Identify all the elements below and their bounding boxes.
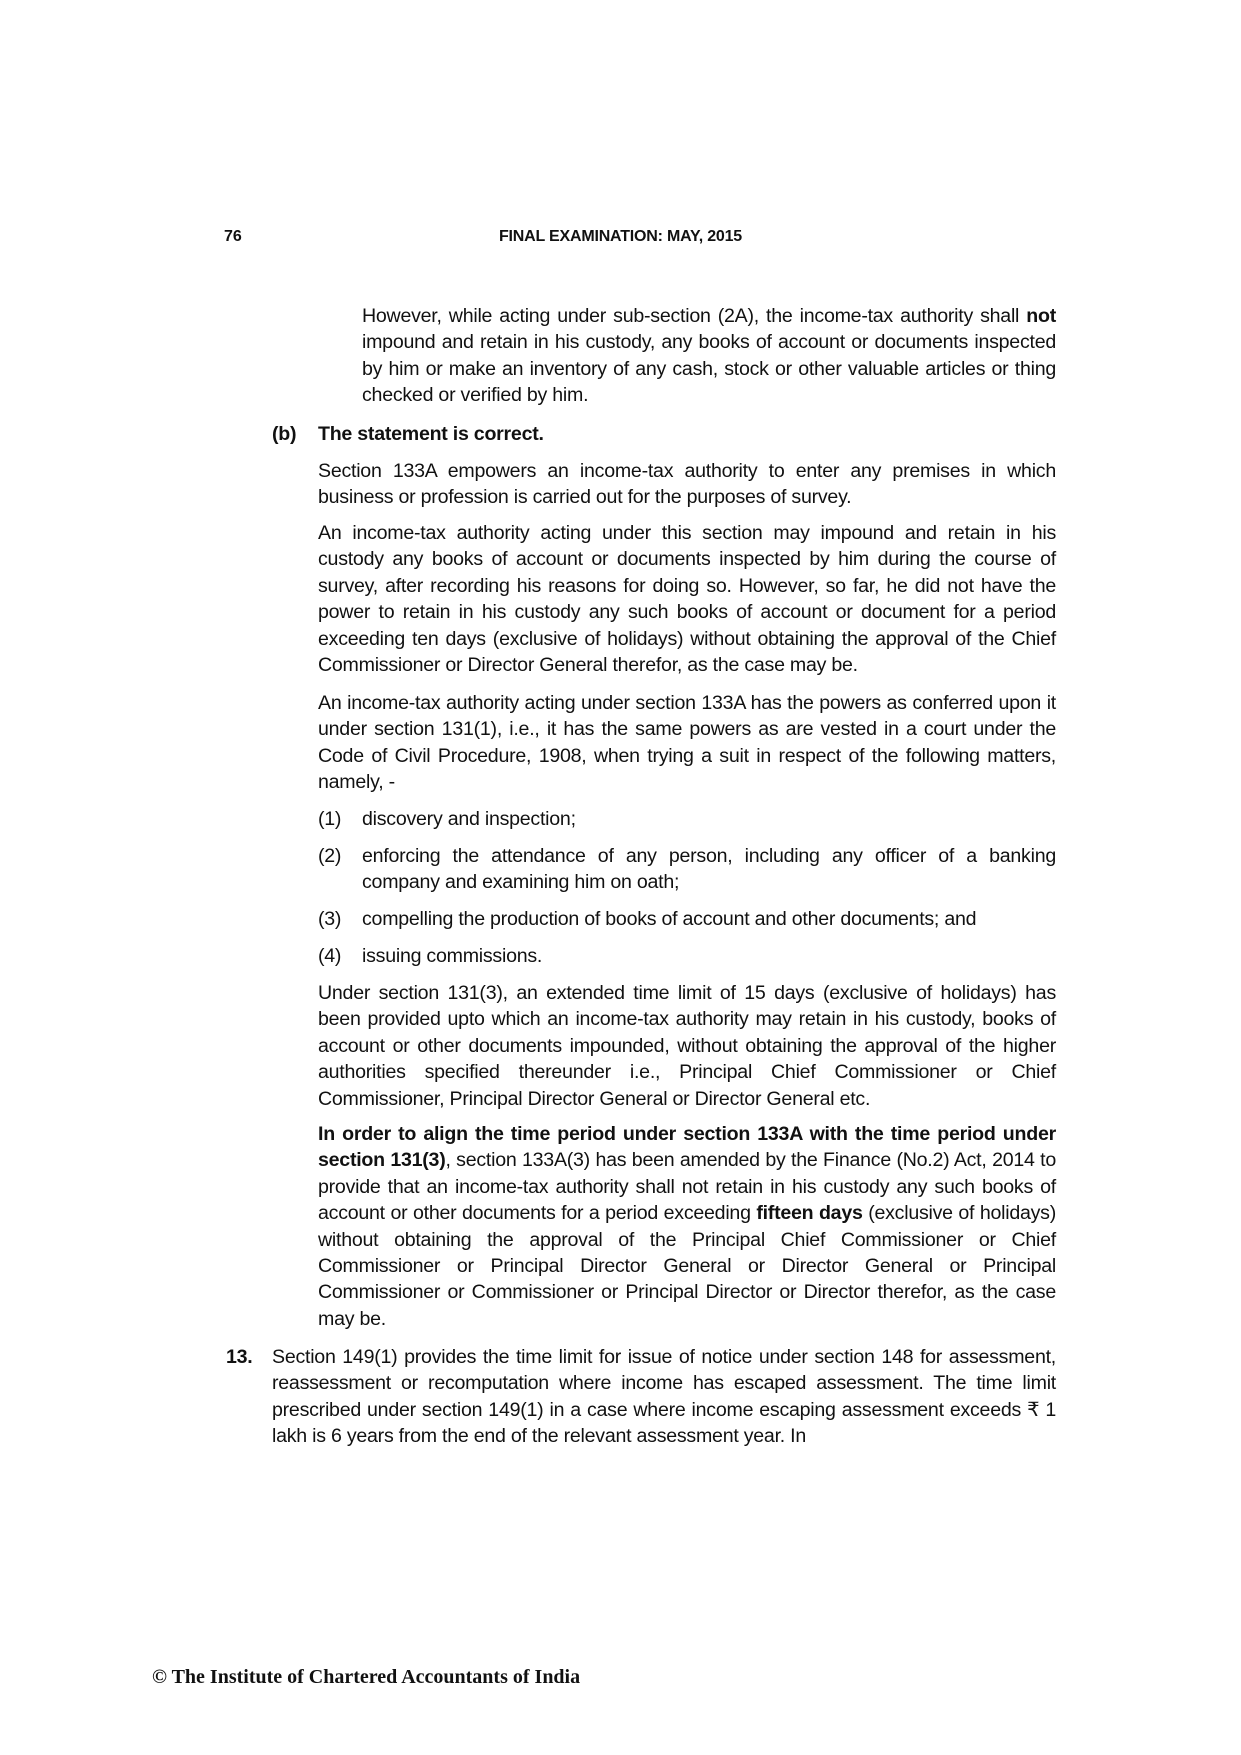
page-header-title: FINAL EXAMINATION: MAY, 2015 [498, 228, 743, 245]
question-13-marker: 13. [226, 1346, 253, 1368]
p5-text-1: , section 133A(3) has been amended by the Finance (No.2) Act, 2014 to provide that an income-tax authority shall not retain in his custody any such books of account or other documents for a period exceeding [318, 1149, 1056, 1225]
list-item-3-text: compelling the production of books of account and other documents; and [362, 908, 977, 930]
p5-text-2: (exclusive of holidays) without obtaining the approval of the Principal Chief Commissioner or Chief Commissioner or Principal Director General or Director General or Principal Commissioner or Commissioner or Principal Director or Director therefor, as the case may be. [318, 1202, 1056, 1330]
list-item-1-text: discovery and inspection; [362, 808, 576, 830]
intro-paragraph [362, 303, 1056, 409]
p5-bold-fifteen-days: fifteen days [756, 1202, 863, 1225]
page-number: 76 [224, 228, 242, 245]
footer-copyright: © The Institute of Chartered Accountants of India [152, 1666, 581, 1688]
list-item-2-text: enforcing the attendance of any person, including any officer of a banking company and examining him on oath; [362, 845, 1056, 894]
list-item-1-marker: (1) [318, 808, 342, 830]
list-item-2-marker: (2) [318, 845, 342, 867]
intro-text-2: impound and retain in his custody, any books of account or documents inspected by him or make an inventory of any cash, stock or other valuable articles or thing checked or verified by him. [362, 331, 1056, 407]
question-13-text: Section 149(1) provides the time limit for issue of notice under section 148 for assessment, reassessment or recomputation where income has escaped assessment. The time limit prescribed under section 149(1) in a case where income escaping assessment exceeds ₹ 1 lakh is 6 years from the end of the relevant assessment year. In [272, 1346, 1056, 1448]
p5-bold-lead: In order to align the time period under section 133A with the time period under section 131(3) [318, 1123, 1056, 1172]
paragraph-3: An income-tax authority acting under section 133A has the powers as conferred upon it under section 131(1), i.e., it has the same powers as are vested in a court under the Code of Civil Procedure, 1908, when trying a suit in respect of the following matters, namely, - [318, 692, 1056, 794]
paragraph-5 [318, 1121, 1056, 1332]
paragraph-2: An income-tax authority acting under this section may impound and retain in his custody any books of account or documents inspected by him during the course of survey, after recording his reasons for doing so. However, so far, he did not have the power to retain in his custody any such books of account or document for a period exceeding ten days (exclusive of holidays) without obtaining the approval of the Chief Commissioner or Director General therefor, as the case may be. [318, 522, 1056, 677]
item-b-heading: The statement is correct. [318, 423, 544, 445]
list-item-4-text: issuing commissions. [362, 945, 543, 967]
list-item-3-marker: (3) [318, 908, 342, 930]
intro-text-1: However, while acting under sub-section (2A), the income-tax authority shall [362, 305, 1027, 327]
item-b-marker: (b) [272, 423, 297, 445]
paragraph-1: Section 133A empowers an income-tax authority to enter any premises in which business or profession is carried out for the purposes of survey. [318, 460, 1056, 509]
list-item-4-marker: (4) [318, 945, 342, 967]
intro-bold-not: not [1026, 305, 1056, 327]
paragraph-4: Under section 131(3), an extended time limit of 15 days (exclusive of holidays) has been provided upto which an income-tax authority may retain in his custody, books of account or other documents impounded, without obtaining the approval of the higher authorities specified thereunder i.e., Principal Chief Commissioner or Chief Commissioner, Principal Director General or Director General etc. [318, 982, 1056, 1110]
